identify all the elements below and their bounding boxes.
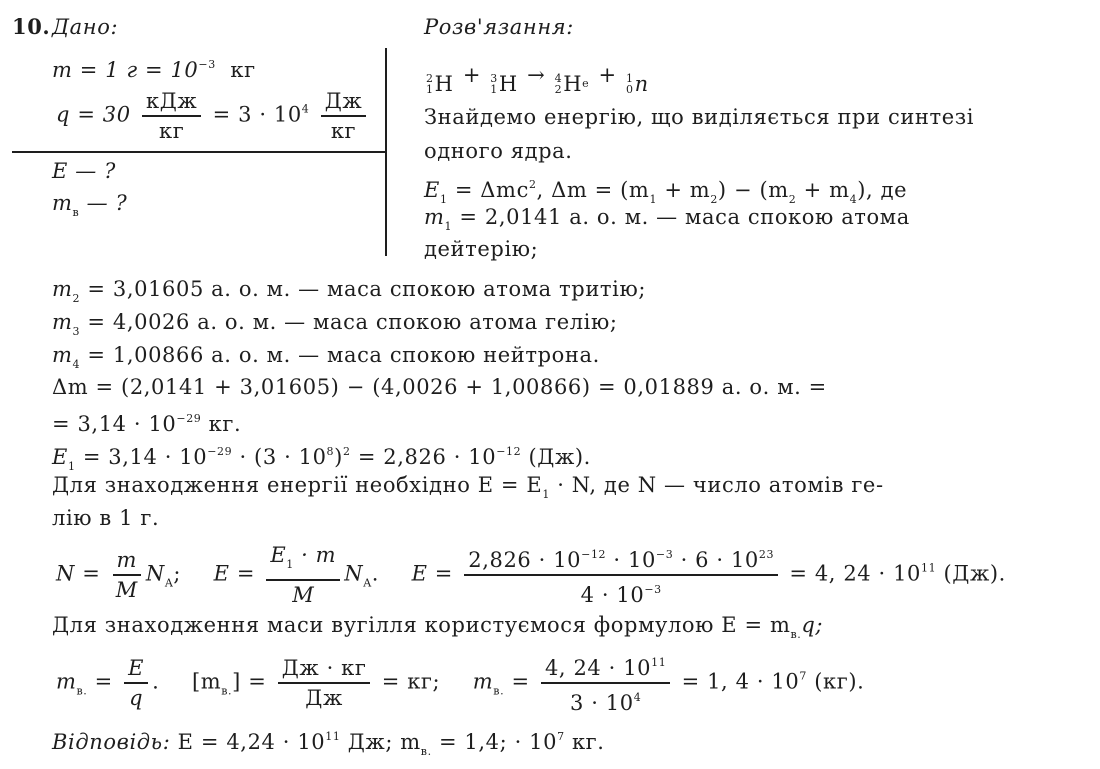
- energy-text-line-2: лію в 1 г.: [52, 506, 160, 530]
- mass-defect-line-2: = $3,14 \cdot 10^{-29}$ кг.: [52, 412, 242, 436]
- energy-one-fusion: $E_1 = 3,14 \cdot 10^{-29} \cdot (3 \cdot 10^8)^2 = 2,826 \cdot 10^{-12}$ (Дж).: [52, 445, 591, 473]
- solution-line-4: $m_1 = 2,0141$ а. о. м. — маса спокою атома: [424, 205, 910, 233]
- given-heat: q = 30 $\frac{\text{кДж}}{кг}$ = $3 \cdot 10^4$ $\frac{Дж}{кг}$: [56, 88, 370, 144]
- formula-row-energy: N = $\frac{m}{M}$ $N_A$; E = $\frac{E_1 \cdot m}{M}$ $N_A$. E = $\frac{2,826 \cdot 10^{-12} \cdot 10^{-3} \cdot 6 \cdot 10^{23}}{4 \cdot 10^{-3}}$ = 4, $24 \cdot 10^{11}$ (Дж).: [56, 543, 1006, 607]
- fraction-energy-numeric: $\frac{2,826 \cdot 10^{-12} \cdot 10^{-3} \cdot 6 \cdot 10^{23}}{4 \cdot 10^{-3}}$: [464, 542, 778, 608]
- given-mass: m = 1 $г = 10^{-3}$ кг: [52, 58, 256, 82]
- mass-neutron: $m_4 = 1,00866$ а. о. м. — маса спокою нейтрона.: [52, 343, 600, 371]
- q-fraction-2: $\frac{Дж}{кг}$: [321, 88, 367, 144]
- solution-line-3: $E_1 = \Delta mc^2$, $\Delta m = (m_1 + m_2) - (m_2 + m_4)$, де: [424, 178, 908, 206]
- q-fraction-1: $\frac{\text{кДж}}{кг}$: [142, 88, 201, 144]
- mass-defect-line-1: Δm = (2,0141 + 3,01605) − (4,0026 + 1,00866) = 0,01889 а. о. м. =: [52, 375, 827, 399]
- given-divider: [12, 151, 386, 153]
- coal-mass-text: Для знаходження маси вугілля користуємося формулою $E = m_{в.}q$;: [52, 613, 824, 641]
- formula-row-coal: $m_{в.}$ = $\frac{E}{q}$ . $[m_{в.}]$ = $\frac{Дж \cdot кг}{Дж}$ = кг; $m_{в.}$ = $\frac{4, 24 \cdot 10^{11}}{3 \cdot 10^4}$ = 1, $4 \cdot 10^7$ (кг).: [56, 650, 864, 716]
- find-coal-mass: $m_в$ — ?: [52, 191, 128, 219]
- find-energy: E — ?: [52, 159, 116, 183]
- given-vertical-rule: [385, 48, 387, 256]
- energy-text-line-1: Для знаходження енергії необхідно $E = E_1 \cdot N$, де N — число атомів ге-: [52, 473, 884, 501]
- fraction-coal-numeric: $\frac{4, 24 \cdot 10^{11}}{3 \cdot 10^4}$: [541, 650, 670, 716]
- neutron: 1 0 n: [626, 72, 649, 96]
- deuterium-nucleus: 2 1 H: [426, 72, 454, 96]
- fraction-E-over-q: $\frac{E}{q}$: [124, 655, 148, 711]
- fraction-units: $\frac{Дж \cdot кг}{Дж}$: [278, 655, 371, 711]
- answer-line: Відповідь: $E = 4,24 \cdot 10^{11}$ Дж; $m_{в.} = 1,4$; · $10^7$ кг.: [52, 730, 605, 758]
- fraction-m-over-M: $\frac{m}{M}$: [112, 547, 142, 603]
- fusion-reaction: 2 1 H + 3 1 H → 4 2 H e + 1 0 n: [426, 63, 649, 96]
- fraction-e1m-over-M: $\frac{E_1 \cdot m}{M}$: [266, 542, 340, 608]
- solution-line-1: Знайдемо енергію, що виділяється при синтезі: [424, 105, 975, 129]
- solution-line-2: одного ядра.: [424, 139, 573, 163]
- problem-number: 10.: [12, 14, 51, 39]
- solution-line-5: дейтерію;: [424, 237, 539, 261]
- solution-title: Розв'язання:: [424, 15, 574, 39]
- mass-tritium: $m_2 = 3,01605$ а. о. м. — маса спокою атома тритію;: [52, 277, 647, 305]
- given-title: Дано:: [52, 15, 119, 39]
- helium-nucleus: 4 2 H e: [554, 72, 590, 96]
- tritium-nucleus: 3 1 H: [490, 72, 518, 96]
- reaction-arrow: →: [527, 63, 546, 87]
- mass-helium: $m_3 = 4,0026$ а. о. м. — маса спокою атома гелію;: [52, 310, 618, 338]
